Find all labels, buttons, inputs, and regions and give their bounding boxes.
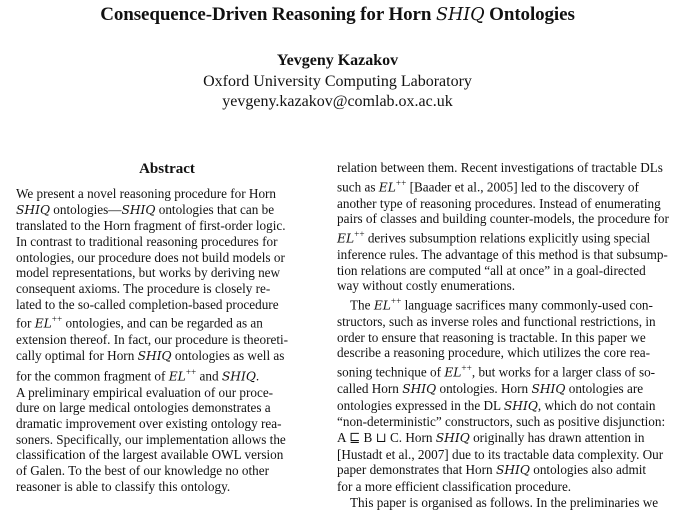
abstract-line: ontologies, our procedure does not build models or bbox=[16, 249, 285, 265]
abstract-line: SHIQ ontologies—SHIQ ontologies that can be bbox=[16, 201, 275, 217]
abstract-line: cally optimal for Horn SHIQ ontologies as well as bbox=[16, 347, 285, 363]
abstract-line: model representations, but works by deriving new bbox=[16, 265, 281, 281]
body-line: soning technique of EL++, but works for a larger class of so- bbox=[337, 363, 656, 380]
abstract-line: for EL++ ontologies, and can be regarded as an bbox=[16, 314, 263, 331]
abstract-line: extension thereof. In fact, our procedure is theoreti- bbox=[16, 332, 289, 348]
abstract-body bbox=[16, 186, 318, 494]
abstract-line: of Galen. To the best of our knowledge no other bbox=[16, 462, 269, 478]
body-line: another type of reasoning procedures. Instead of enumerating bbox=[337, 195, 661, 211]
body-line: “non-deterministic” constructors, such as positive disjunction: bbox=[337, 414, 666, 430]
paper-title: Consequence-Driven Reasoning for Horn SHIQ Ontologies bbox=[100, 4, 575, 25]
body-line: The EL++ language sacrifices many commonly-used con- bbox=[350, 296, 653, 313]
body-line: structors, such as inverse roles and functional restrictions, in bbox=[337, 314, 656, 330]
abstract-line: soners. Specifically, our implementation allows the bbox=[16, 431, 286, 447]
abstract-line: lated to the so-called completion-based procedure bbox=[16, 296, 279, 312]
body-line: relation between them. Recent investigations of tractable DLs bbox=[337, 160, 663, 175]
author-affiliation bbox=[0, 72, 675, 111]
abstract-line: dramatic improvement over existing ontology rea- bbox=[16, 415, 282, 431]
body-line: way without costly enumerations. bbox=[337, 278, 515, 294]
body-line: tion relations are computed “all at once” in a goal-directed bbox=[337, 262, 646, 278]
body-line: for a more efficient classification procedure. bbox=[337, 479, 572, 495]
abstract-line: classification of the largest available OWL version bbox=[16, 447, 284, 463]
body-line: called Horn SHIQ ontologies. Horn SHIQ ontologies are bbox=[337, 381, 644, 397]
abstract-heading: Abstract bbox=[139, 161, 195, 177]
abstract-line: for the common fragment of EL++ and SHIQ. bbox=[16, 366, 260, 383]
introduction-body bbox=[337, 160, 669, 510]
body-line: order to ensure that reasoning is tractable. In this paper we bbox=[337, 329, 646, 345]
body-line: This paper is organised as follows. In the preliminaries we bbox=[350, 494, 659, 510]
abstract-line: consequent axioms. The procedure is closely re- bbox=[16, 280, 271, 296]
body-line: such as EL++ [Baader et al., 2005] led to the discovery of bbox=[337, 177, 639, 195]
affiliation-institution: Oxford University Computing Laboratory bbox=[203, 73, 472, 90]
abstract-line: A preliminary empirical evaluation of our proce- bbox=[16, 384, 274, 400]
body-line: ontologies expressed in the DL SHIQ, which do not contain bbox=[337, 397, 656, 413]
abstract-line: We present a novel reasoning procedure for Horn bbox=[16, 186, 277, 201]
abstract-line: translated to the Horn fragment of first-order logic. bbox=[16, 218, 286, 234]
body-line: inference rules. The advantage of this method is that subsump- bbox=[337, 247, 668, 263]
body-line: EL++ derives subsumption relations explicitly using special bbox=[337, 229, 651, 246]
body-line: [Hustadt et al., 2007] due to its tractable data complexity. Our bbox=[337, 446, 664, 462]
abstract-line: In contrast to traditional reasoning procedures for bbox=[16, 233, 278, 249]
body-line: A ⊑ B ⊔ C. Horn SHIQ originally has drawn attention in bbox=[337, 430, 645, 446]
author-name: Yevgeny Kazakov bbox=[276, 52, 399, 69]
affiliation-email: yevgeny.kazakov@comlab.ox.ac.uk bbox=[222, 92, 453, 110]
abstract-line: dure on large medical ontologies demonstrates a bbox=[16, 400, 271, 416]
body-line: paper demonstrates that Horn SHIQ ontologies also admit bbox=[337, 462, 647, 478]
abstract-line: reasoner is able to classify this ontology. bbox=[16, 478, 231, 494]
body-line: pairs of classes and building counter-models, the procedure for bbox=[337, 211, 669, 227]
body-line: describe a reasoning procedure, which utilizes the core rea- bbox=[337, 345, 651, 361]
